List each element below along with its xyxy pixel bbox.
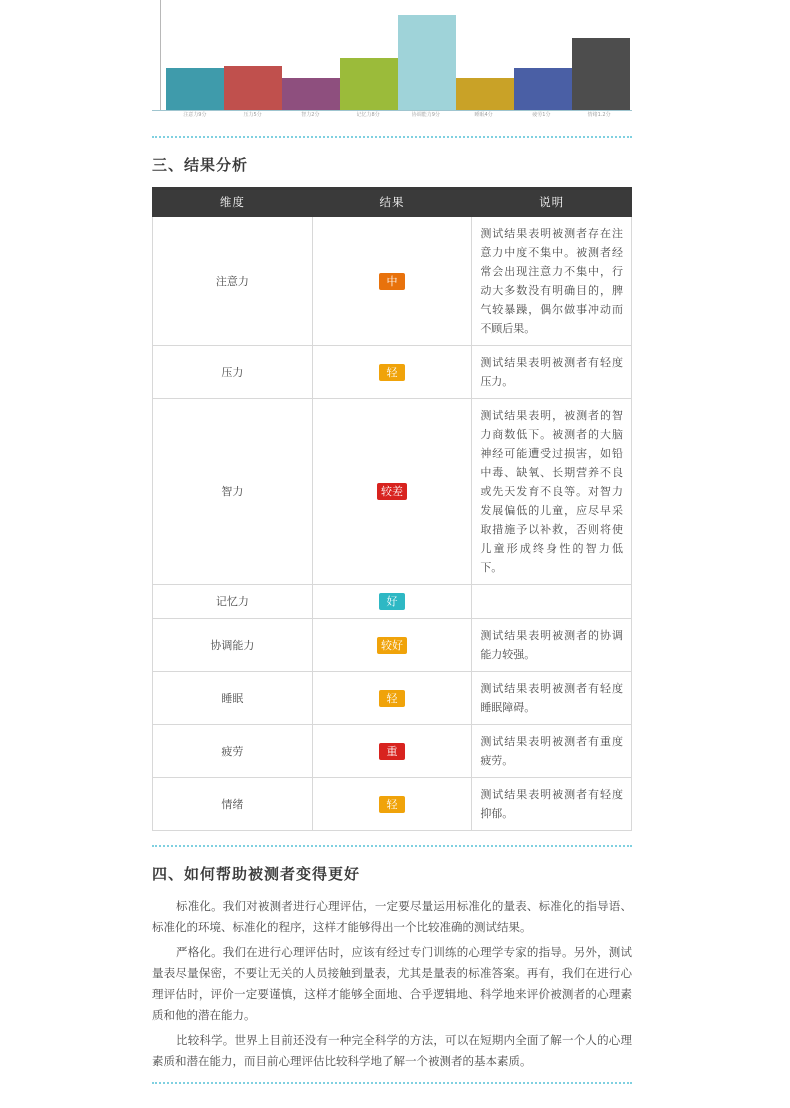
chart-bar xyxy=(166,68,224,110)
chart-bar xyxy=(572,38,630,110)
divider-dotted xyxy=(152,136,632,138)
result-badge: 轻 xyxy=(379,364,405,381)
table-row xyxy=(153,585,632,619)
chart-bar xyxy=(224,66,282,110)
chart-bar xyxy=(282,78,340,110)
table-row xyxy=(153,725,632,778)
paragraph: 严格化。我们在进行心理评估时，应该有经过专门训练的心理学专家的指导。另外，测试量表尽量保密，不要让无关的人员接触到量表，尤其是量表的标准答案。再有，我们在进行心理评估时，评价一定要谨慎，这样才能够全面地、合乎逻辑地、科学地来评价被测者的心理素质和他的潜在能力。 xyxy=(152,945,632,1022)
chart-bars xyxy=(166,0,628,110)
result-badge: 轻 xyxy=(379,690,405,707)
table-row xyxy=(153,672,632,725)
table-row xyxy=(153,217,632,346)
table-row xyxy=(153,346,632,399)
cell-description: 测试结果表明被测者有轻度睡眠障碍。 xyxy=(472,672,632,725)
chart-bar xyxy=(514,68,572,110)
table-body xyxy=(153,217,632,831)
result-badge: 较好 xyxy=(377,637,407,654)
chart-bar xyxy=(398,15,456,110)
table-header-description: 说明 xyxy=(472,188,632,217)
divider-dotted-2 xyxy=(152,845,632,847)
table-header-dimension: 维度 xyxy=(153,188,313,217)
chart-bar-column xyxy=(456,0,514,110)
cell-description xyxy=(472,585,632,619)
report-content xyxy=(152,0,632,1108)
chart-bar-column xyxy=(282,0,340,110)
table-header-result: 结果 xyxy=(312,188,472,217)
cell-result xyxy=(312,585,472,619)
result-badge: 轻 xyxy=(379,796,405,813)
cell-dimension: 注意力 xyxy=(153,217,313,346)
cell-result xyxy=(312,399,472,585)
chart-bar-column xyxy=(166,0,224,110)
cell-description: 测试结果表明被测者存在注意力中度不集中。被测者经常会出现注意力不集中，行动大多数没有明确目的，脾气较暴躁，偶尔做事冲动而不顾后果。 xyxy=(472,217,632,346)
cell-dimension: 智力 xyxy=(153,399,313,585)
chart-bar-column xyxy=(398,0,456,110)
chart-x-axis xyxy=(152,110,632,111)
table-row xyxy=(153,399,632,585)
cell-result xyxy=(312,672,472,725)
cell-description: 测试结果表明，被测者的智力商数低下。被测者的大脑神经可能遭受过损害，如铅中毒、缺氧、长期营养不良或先天发育不良等。对智力发展偏低的儿童，应尽早采取措施予以补救，否则将使儿童形成终身性的智力低下。 xyxy=(472,399,632,585)
divider-dotted-3 xyxy=(152,1082,632,1084)
chart-x-tick-label: 智力2分 xyxy=(301,112,320,118)
paragraph: 标准化。我们对被测者进行心理评估，一定要尽量运用标准化的量表、标准化的指导语、标准化的环境、标准化的程序，这样才能够得出一个比较准确的测试结果。 xyxy=(152,899,632,934)
chart-x-tick-label: 注意力9分 xyxy=(183,112,207,118)
cell-result xyxy=(312,725,472,778)
section-heading-improve: 四、如何帮助被测者变得更好 xyxy=(152,865,361,883)
cell-dimension: 疲劳 xyxy=(153,725,313,778)
result-badge: 中 xyxy=(379,273,405,290)
cell-dimension: 睡眠 xyxy=(153,672,313,725)
chart-x-tick-label: 记忆力8分 xyxy=(356,112,380,118)
cell-result xyxy=(312,346,472,399)
cell-result xyxy=(312,217,472,346)
chart-x-tick-label: 协调能力9分 xyxy=(411,112,440,118)
chart-x-tick-labels xyxy=(166,112,628,119)
chart-bar xyxy=(340,58,398,110)
table-header-row xyxy=(153,188,632,217)
page-bottom-cut xyxy=(152,1094,632,1108)
result-badge: 好 xyxy=(379,593,405,610)
cell-result xyxy=(312,619,472,672)
cell-dimension: 记忆力 xyxy=(153,585,313,619)
chart-bar-column xyxy=(514,0,572,110)
chart-x-tick-label: 疲劳1分 xyxy=(532,112,551,118)
cell-result xyxy=(312,778,472,831)
result-badge: 重 xyxy=(379,743,405,760)
chart-x-tick-label: 压力5分 xyxy=(243,112,262,118)
cell-dimension: 情绪 xyxy=(153,778,313,831)
assessment-bar-chart xyxy=(152,0,632,126)
cell-description: 测试结果表明被测者有轻度抑郁。 xyxy=(472,778,632,831)
cell-dimension: 协调能力 xyxy=(153,619,313,672)
table-row xyxy=(153,778,632,831)
result-table xyxy=(152,187,632,831)
chart-bar-column xyxy=(224,0,282,110)
paragraph: 比较科学。世界上目前还没有一种完全科学的方法，可以在短期内全面了解一个人的心理素质和潜在能力，而目前心理评估比较科学地了解一个被测者的基本素质。 xyxy=(152,1033,632,1068)
chart-bar-column xyxy=(572,0,630,110)
chart-bar xyxy=(456,78,514,110)
cell-description: 测试结果表明被测者有重度疲劳。 xyxy=(472,725,632,778)
table-row xyxy=(153,619,632,672)
improve-paragraphs xyxy=(152,896,632,1072)
chart-bar-column xyxy=(340,0,398,110)
chart-x-tick-label: 睡眠4分 xyxy=(474,112,493,118)
chart-x-tick-label: 情绪1.2分 xyxy=(587,112,611,118)
section-heading-result-analysis: 三、结果分析 xyxy=(152,156,249,174)
chart-y-axis xyxy=(160,0,161,110)
cell-description: 测试结果表明被测者有轻度压力。 xyxy=(472,346,632,399)
cell-description: 测试结果表明被测者的协调能力较强。 xyxy=(472,619,632,672)
cell-dimension: 压力 xyxy=(153,346,313,399)
result-badge: 较差 xyxy=(377,483,407,500)
